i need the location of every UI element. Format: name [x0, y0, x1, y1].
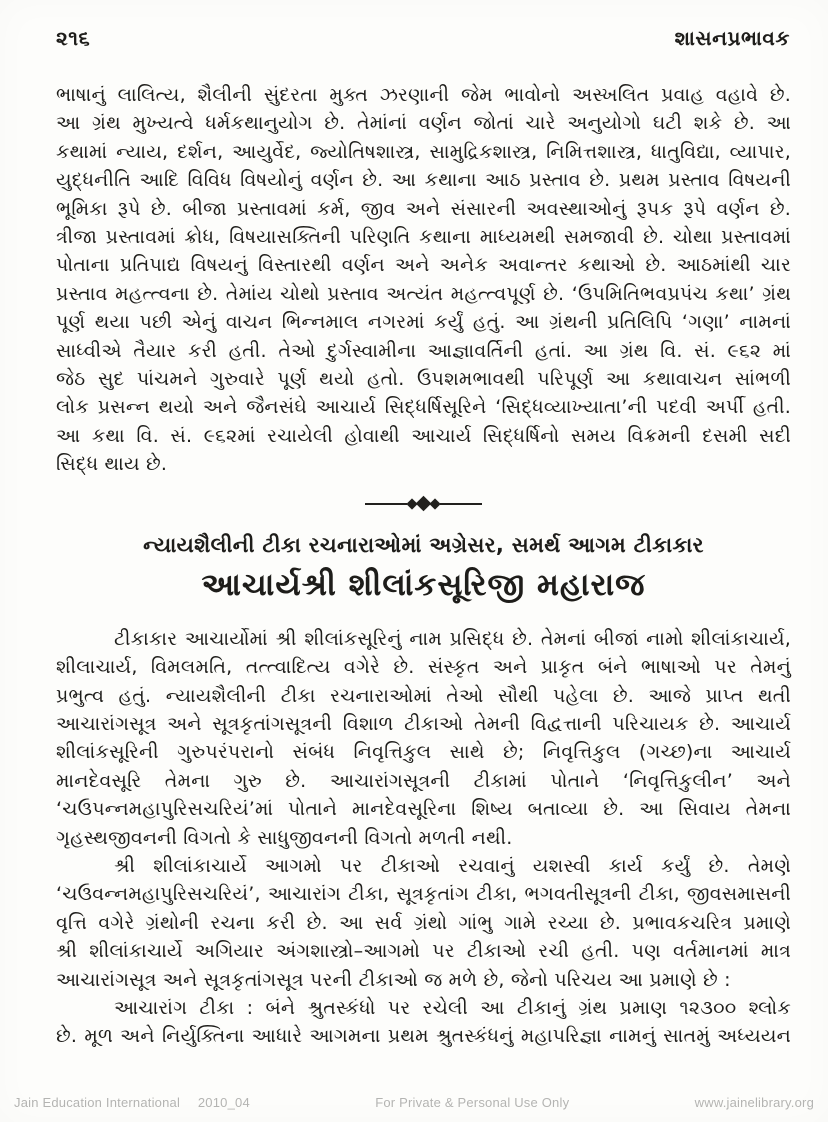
- text-line: ‘ચઉવન્નમહાપુરિસચરિયં’, આચારાંગ ટીકા, સૂત્રકૃતાંગ ટીકા, ભગવતીસૂત્રની ટીકા, જીવસમાસની: [56, 883, 791, 906]
- footer-publisher: Jain Education International: [14, 1095, 181, 1110]
- section-subtitle: ન્યાયશૈલીની ટીકા રચનારાઓમાં અગ્રેસર, સમર્થ આગમ ટીકાકાર: [143, 532, 704, 557]
- section-paragraph-1: [56, 625, 791, 852]
- footer-code: 2010_04: [197, 1095, 250, 1110]
- section-body: [56, 625, 791, 1051]
- text-line: પ્રસ્તાવ મહત્ત્વના છે. તેમાંય ચોથો પ્રસ્તાવ અત્યંત મહત્ત્વપૂર્ણ છે. ‘ઉપમિતિભવપ્રપંચ કથા’ ગ્રંથ: [56, 282, 791, 305]
- text-line: ગૃહસ્થજીવનની વિગતો કે સાધુજીવનની વિગતો મળતી નથી.: [56, 826, 513, 849]
- text-line: શ્રી શીલાંકાચાર્યે આગમો પર ટીકાઓ રચવાનું યશસ્વી કાર્ય કર્યું છે. તેમણે: [114, 854, 791, 877]
- text-line: સાધ્વીએ તૈયાર કરી હતી. તેઓ દુર્ગસ્વામીના આજ્ઞાવર્તિની હતાં. આ ગ્રંથ વિ. સં. ૯૬૨ માં: [56, 339, 791, 362]
- text-line: વૃત્તિ વગેરે ગ્રંથોની રચના કરી છે. આ સર્વ ગ્રંથો ગાંભુ ગામે રચ્યા છે. પ્રભાવકચરિત્ર પ્રમાણે: [56, 911, 791, 934]
- footer-left: [14, 1095, 250, 1110]
- text-line: શીલાંકસૂરિની ગુરુપરંપરાનો સંબંધ નિવૃત્તિકુલ સાથે છે; નિવૃત્તિકુલ (ગચ્છ)ના આચાર્ય: [56, 741, 791, 764]
- text-line: ટીકાકાર આચાર્યોમાં શ્રી શીલાંકસૂરિનું નામ પ્રસિદ્ધ છે. તેમનાં બીજાં નામો શીલાંકાચાર્ય,: [114, 627, 791, 650]
- divider-rule: [365, 503, 407, 505]
- text-line: પૂર્ણ થયા પછી એનું વાચન ભિન્નમાલ નગરમાં કર્યું હતું. આ ગ્રંથની પ્રતિલિપિ ‘ગણા’ નામનાં: [56, 311, 791, 334]
- text-line: આચારાંગસૂત્ર અને સૂત્રકૃતાંગસૂત્ર પરની ટીકાઓ જ મળે છે, જેનો પરિચય આ પ્રમાણે છે :: [56, 968, 731, 991]
- section-paragraph-2: [56, 852, 791, 994]
- section-divider-ornament-icon: [364, 498, 484, 510]
- diamond-icon: [429, 498, 440, 509]
- scan-footer: [0, 1095, 828, 1110]
- text-line: આચારાંગ ટીકા : બંને શ્રુતસ્કંધો પર રચેલી આ ટીકાનું ગ્રંથ પ્રમાણ ૧૨૩૦૦ શ્લોક: [114, 996, 791, 1019]
- page-number: ૨૧૬: [56, 26, 91, 50]
- running-header-title: શાસનપ્રભાવક: [674, 26, 790, 50]
- text-line: કથામાં ન્યાય, દર્શન, આયુર્વેદ, જ્યોતિષશાસ્ત્ર, સામુદ્રિકશાસ્ત્ર, નિમિત્તશાસ્ત્ર, ધાતુવિદ્યા, વ્યાપાર,: [56, 140, 791, 163]
- text-line: માનદેવસૂરિ તેમના ગુરુ છે. આચારાંગસૂત્રની ટીકામાં પોતાને ‘નિવૃત્તિકુલીન’ અને: [56, 769, 791, 792]
- footer-website: www.jainelibrary.org: [694, 1095, 814, 1110]
- text-line: પ્રભુત્વ હતું. ન્યાયશૈલીની ટીકા રચનારાઓમાં તેઓ સૌથી પહેલા છે. આજે પ્રાપ્ત થતી: [56, 684, 791, 707]
- text-line: ‘ચઉપન્નમહાપુરિસચરિયં’માં પોતાને માનદેવસૂરિના શિષ્ય બતાવ્યા છે. આ સિવાય તેમના: [56, 798, 791, 821]
- text-line: આ ગ્રંથ મુખ્યત્વે ધર્મકથાનુયોગ છે. તેમાંનાં વર્ણન જોતાં ચારે અનુયોગો ઘટી શકે છે. આ: [56, 112, 791, 135]
- text-line: જેઠ સુદ પાંચમને ગુરુવારે પૂર્ણ થયો હતો. ઉપશમભાવથી પરિપૂર્ણ આ કથાવાચન સાંભળી: [56, 368, 791, 391]
- intro-paragraph: [56, 81, 791, 479]
- page-header: [0, 0, 828, 50]
- text-line: લોક પ્રસન્ન થયો અને જૈનસંઘે આચાર્ય સિદ્ધર્ષિસૂરિને ‘સિદ્ધવ્યાખ્યાતા’ની પદવી અર્પી હતી.: [56, 396, 791, 419]
- text-line: યુદ્ધનીતિ આદિ વિવિધ વિષયોનું વર્ણન છે. આ કથાના આઠ પ્રસ્તાવ છે. પ્રથમ પ્રસ્તાવ વિષયની: [56, 169, 791, 192]
- text-line: આ કથા વિ. સં. ૯૬૨માં રચાયેલી હોવાથી આચાર્ય સિદ્ધર્ષિનો સમય વિક્રમની દસમી સદી: [56, 424, 791, 447]
- text-line: ભૂમિકા રૂપે છે. બીજા પ્રસ્તાવમાં કર્મ, જીવ અને સંસારની અવસ્થાઓનું રૂપક રૂપે વર્ણન છે.: [56, 197, 791, 220]
- footer-usage-note: For Private & Personal Use Only: [375, 1095, 570, 1110]
- text-line: ત્રીજા પ્રસ્તાવમાં ક્રોધ, વિષયાસક્તિની પરિણતિ કથાના માધ્યમથી સમજાવી છે. ચોથા પ્રસ્તાવમાં: [56, 226, 791, 249]
- text-line: પોતાના પ્રતિપાદ્ય વિષયનું વિસ્તારથી વર્ણન અને અનેક અવાન્તર કથાઓ છે. આઠમાંથી ચાર: [56, 254, 791, 277]
- text-line: આચારાંગસૂત્ર અને સૂત્રકૃતાંગસૂત્રની વિશાળ ટીકાઓ તેમની વિદ્વત્તાની પરિચાયક છે. આચાર્ય: [56, 712, 791, 735]
- divider-rule: [440, 503, 482, 505]
- text-line: શ્રી શીલાંકાચાર્યે અગિયાર અંગશાસ્ત્રો–આગમો પર ટીકાઓ રચી હતી. પણ વર્તમાનમાં માત્ર: [56, 940, 791, 963]
- section-title: આચાર્યશ્રી શીલાંકસૂરિજી મહારાજ: [201, 566, 646, 603]
- text-line: સિદ્ધ થાય છે.: [56, 453, 168, 476]
- text-line: શીલાચાર્ય, વિમલમતિ, તત્ત્વાદિત્ય વગેરે છે. સંસ્કૃત અને પ્રાકૃત બંને ભાષાઓ પર તેમનું: [56, 656, 791, 679]
- section-paragraph-3: [56, 994, 791, 1051]
- text-line: ભાષાનું લાલિત્ય, શૈલીની સુંદરતા મુક્ત ઝરણાની જેમ ભાવોનો અસ્ખલિત પ્રવાહ વહાવે છે.: [56, 84, 791, 106]
- text-line: છે. મૂળ અને નિર્યુક્તિના આધારે આગમના પ્રથમ શ્રુતસ્કંધનું મહાપરિજ્ઞા નામનું સાતમું અધ્યયન: [56, 1025, 791, 1048]
- page-body: [0, 81, 828, 1051]
